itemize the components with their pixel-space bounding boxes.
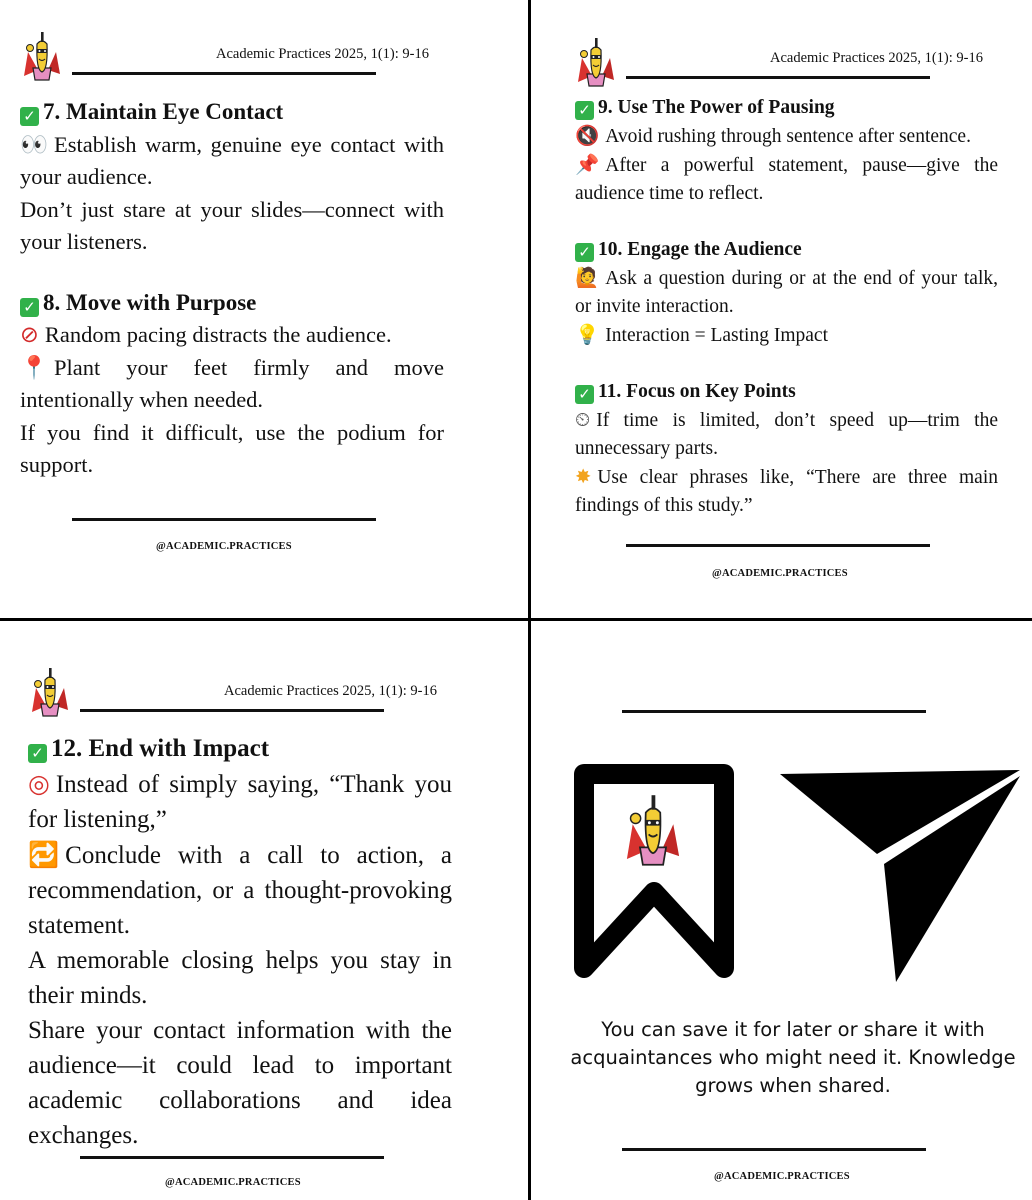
- header-rule: [622, 710, 926, 713]
- footer-handle: @ACADEMIC.PRACTICES: [165, 1177, 301, 1188]
- target-icon: ◎: [28, 769, 50, 798]
- clock-icon: ⏲: [575, 408, 591, 431]
- body-text: Establish warm, genuine eye contact with your audience.: [20, 131, 444, 189]
- body-text: After a powerful statement, pause—give the audience time to reflect.: [575, 155, 998, 204]
- mascot-logo: [576, 36, 616, 88]
- light-bulb-icon: 💡: [575, 323, 600, 346]
- footer-rule: [626, 544, 930, 547]
- prohibited-icon: ⊘: [20, 322, 39, 348]
- header-rule: [72, 72, 376, 75]
- footer-handle: @ACADEMIC.PRACTICES: [714, 1171, 850, 1182]
- panel-content: [575, 94, 998, 520]
- share-message: You can save it for later or share it with acquaintances who might need it. Knowledge grows when shared.: [570, 1018, 1016, 1097]
- check-icon: ✓: [575, 101, 594, 120]
- body-text: A memorable closing helps you stay in their minds.: [28, 947, 452, 1009]
- check-icon: ✓: [28, 744, 47, 763]
- muted-speaker-icon: 🔇: [575, 124, 600, 147]
- footer-rule: [80, 1156, 384, 1159]
- body-text: Instead of simply saying, “Thank you for listening,”: [28, 771, 452, 833]
- body-text: Random pacing distracts the audience.: [44, 322, 392, 347]
- body-text: Share your contact information with the audience—it could lead to important academic collaborations and idea exchanges.: [28, 1017, 452, 1149]
- star-icon: ✸: [575, 465, 592, 488]
- citation: Academic Practices 2025, 1(1): 9-16: [224, 683, 437, 699]
- section-heading: 12. End with Impact: [51, 735, 270, 762]
- check-icon: ✓: [20, 298, 39, 317]
- check-icon: ✓: [575, 385, 594, 404]
- panel-content: [20, 96, 444, 482]
- header-rule: [626, 76, 930, 79]
- header-rule: [80, 709, 384, 712]
- check-icon: ✓: [575, 243, 594, 262]
- section-heading: 11. Focus on Key Points: [598, 381, 796, 402]
- footer-rule: [72, 518, 376, 521]
- body-text: If you find it difficult, use the podium for support.: [20, 419, 444, 477]
- mascot-logo: [30, 666, 70, 718]
- round-pin-icon: 📍: [20, 354, 49, 381]
- panel-content: [28, 731, 452, 1153]
- citation: Academic Practices 2025, 1(1): 9-16: [216, 46, 429, 62]
- body-text: Avoid rushing through sentence after sentence.: [605, 126, 971, 147]
- body-text: If time is limited, don’t speed up—trim the unnecessary parts.: [575, 410, 998, 459]
- raising-hand-icon: 🙋: [575, 266, 600, 289]
- body-text: Ask a question during or at the end of your talk, or invite interaction.: [575, 268, 998, 317]
- section-heading: 9. Use The Power of Pausing: [598, 97, 835, 118]
- footer-handle: @ACADEMIC.PRACTICES: [712, 568, 848, 579]
- mascot-logo: [22, 30, 62, 82]
- section-heading: 7. Maintain Eye Contact: [43, 99, 284, 124]
- check-icon: ✓: [20, 107, 39, 126]
- bookmark-icon[interactable]: [570, 760, 738, 984]
- body-text: Conclude with a call to action, a recommendation, or a thought-provoking statement.: [28, 842, 452, 939]
- eyes-icon: 👀: [20, 131, 49, 158]
- body-text: Interaction = Lasting Impact: [605, 325, 828, 346]
- section-heading: 8. Move with Purpose: [43, 289, 257, 315]
- body-text: Don’t just stare at your slides—connect with your listeners.: [20, 196, 444, 254]
- footer-handle: @ACADEMIC.PRACTICES: [156, 541, 292, 552]
- send-icon[interactable]: [778, 768, 1022, 986]
- repeat-icon: 🔁: [28, 840, 60, 869]
- body-text: Use clear phrases like, “There are three main findings of this study.”: [575, 467, 998, 516]
- footer-rule: [622, 1148, 926, 1151]
- citation: Academic Practices 2025, 1(1): 9-16: [770, 50, 983, 66]
- horizontal-divider: [0, 618, 1032, 621]
- body-text: Plant your feet firmly and move intentionally when needed.: [20, 354, 444, 412]
- pushpin-icon: 📌: [575, 153, 600, 176]
- section-heading: 10. Engage the Audience: [598, 239, 802, 260]
- vertical-divider: [528, 0, 531, 1200]
